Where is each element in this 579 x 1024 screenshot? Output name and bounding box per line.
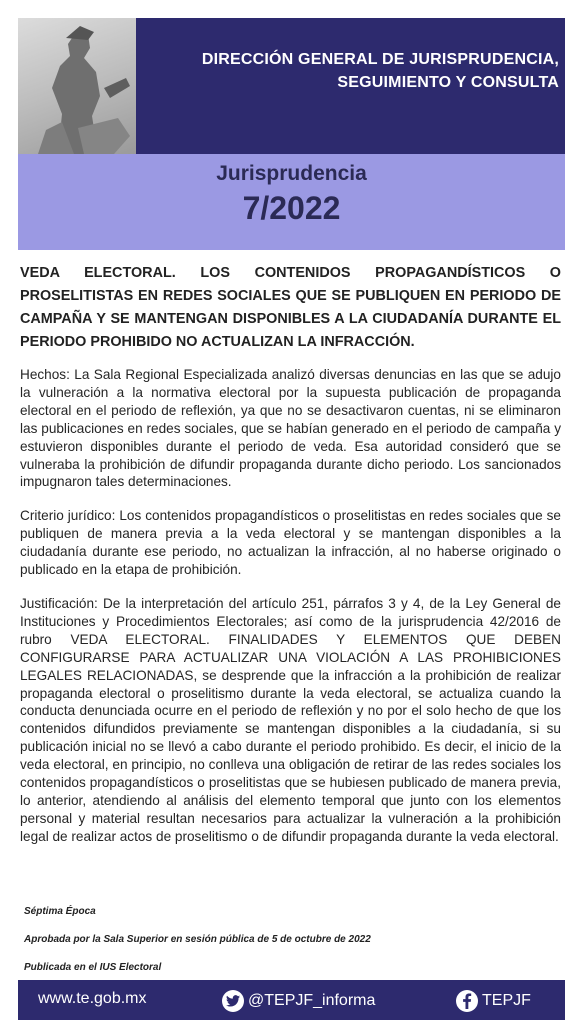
criterio-paragraph: Criterio jurídico: Los contenidos propagandísticos o proselitistas en redes sociales que se publiquen de manera previa a la veda electoral y se mantengan disponibles a la ciudadanía durante ese periodo, no actualizan la infracción, al no haberse originado o publicado en la etapa de prohibición. [20,508,561,578]
twitter-icon [222,990,244,1012]
facebook-handle: TEPJF [482,992,531,1009]
header-title-line2: SEGUIMIENTO Y CONSULTA [337,74,559,91]
footer-bar [18,980,565,1020]
website-link[interactable] [38,990,146,1008]
aprobada-label: Aprobada por la Sala Superior en sesión pública de 5 de octubre de 2022 [24,934,371,945]
publicada-label: Publicada en el IUS Electoral [24,962,162,973]
epoca-label: Séptima Época [24,906,96,917]
jurisprudencia-label: Jurisprudencia [216,162,367,185]
facebook-icon [456,990,478,1012]
header-title [159,48,559,94]
website-text: www.te.gob.mx [38,990,147,1007]
statue-image [18,18,136,154]
justificacion-paragraph: Justificación: De la interpretación del artículo 251, párrafos 3 y 4, de la Ley General de Instituciones y Procedimientos Electorales; así como de la jurisprudencia 42/2016 de rubro VEDA ELECTORAL. FINALIDADES Y ELEMENTOS QUE DEBEN CONFIGURARSE PARA ACTUALIZAR UNA VIOLACIÓN A LAS PROHIBICIONES LEGALES RELACIONADAS, se desprende que la infracción a la prohibición de realizar propaganda electoral o proselitismo durante la veda electoral, se actualiza cuando la conducta denunciada ocurre en el periodo de reflexión y no por el solo hecho de que los contenidos difundidos previamente se mantengan disponibles a la ciudadanía, si su publicación inicial no se llevó a cabo durante el periodo prohibido. Es decir, el inicio de la veda electoral, en principio, no conlleva una obligación de retirar de las redes sociales los contenidos propagandísticos o proselitistas que se hubiesen publicado de manera previa, lo anterior, atendiendo al análisis del elemento temporal que junto con los elementos personal y material resultan necesarios para actualizar la vulneración a la prohibición legal de realizar actos de proselitismo o de difundir propaganda durante la veda electoral. [20,595,561,844]
twitter-handle: @TEPJF_informa [248,992,376,1009]
document-body [18,262,563,846]
facebook-link[interactable] [456,990,531,1012]
header-banner [18,18,565,154]
jurisprudencia-band [18,154,565,250]
hechos-paragraph: Hechos: La Sala Regional Especializada analizó diversas denuncias en las que se adujo la vulneración a la normativa electoral por la supuesta publicación de propaganda electoral en el periodo de reflexión, ya que no se desactivaron cuentas, ni se eliminaron las publicaciones en redes sociales, que se habían generado en el periodo de campaña y estuvieron disponibles durante el periodo de veda. Esa autoridad consideró que se vulneraba la prohibición de difundir propaganda durante dicho periodo. Los sancionados impugnaron tales determinaciones. [20,367,561,490]
thesis-title: VEDA ELECTORAL. LOS CONTENIDOS PROPAGANDÍSTICOS O PROSELITISTAS EN REDES SOCIALES QUE SE PUBLIQUEN EN PERIODO DE CAMPAÑA Y SE MANTENGAN DISPONIBLES A LA CIUDADANÍA DURANTE EL PERIODO PROHIBIDO NO ACTUALIZAN LA INFRACCIÓN. [20,265,561,350]
jurisprudencia-number: 7/2022 [242,190,341,226]
header-title-line1: DIRECCIÓN GENERAL DE JURISPRUDENCIA, [201,51,559,68]
twitter-link[interactable] [222,990,375,1012]
